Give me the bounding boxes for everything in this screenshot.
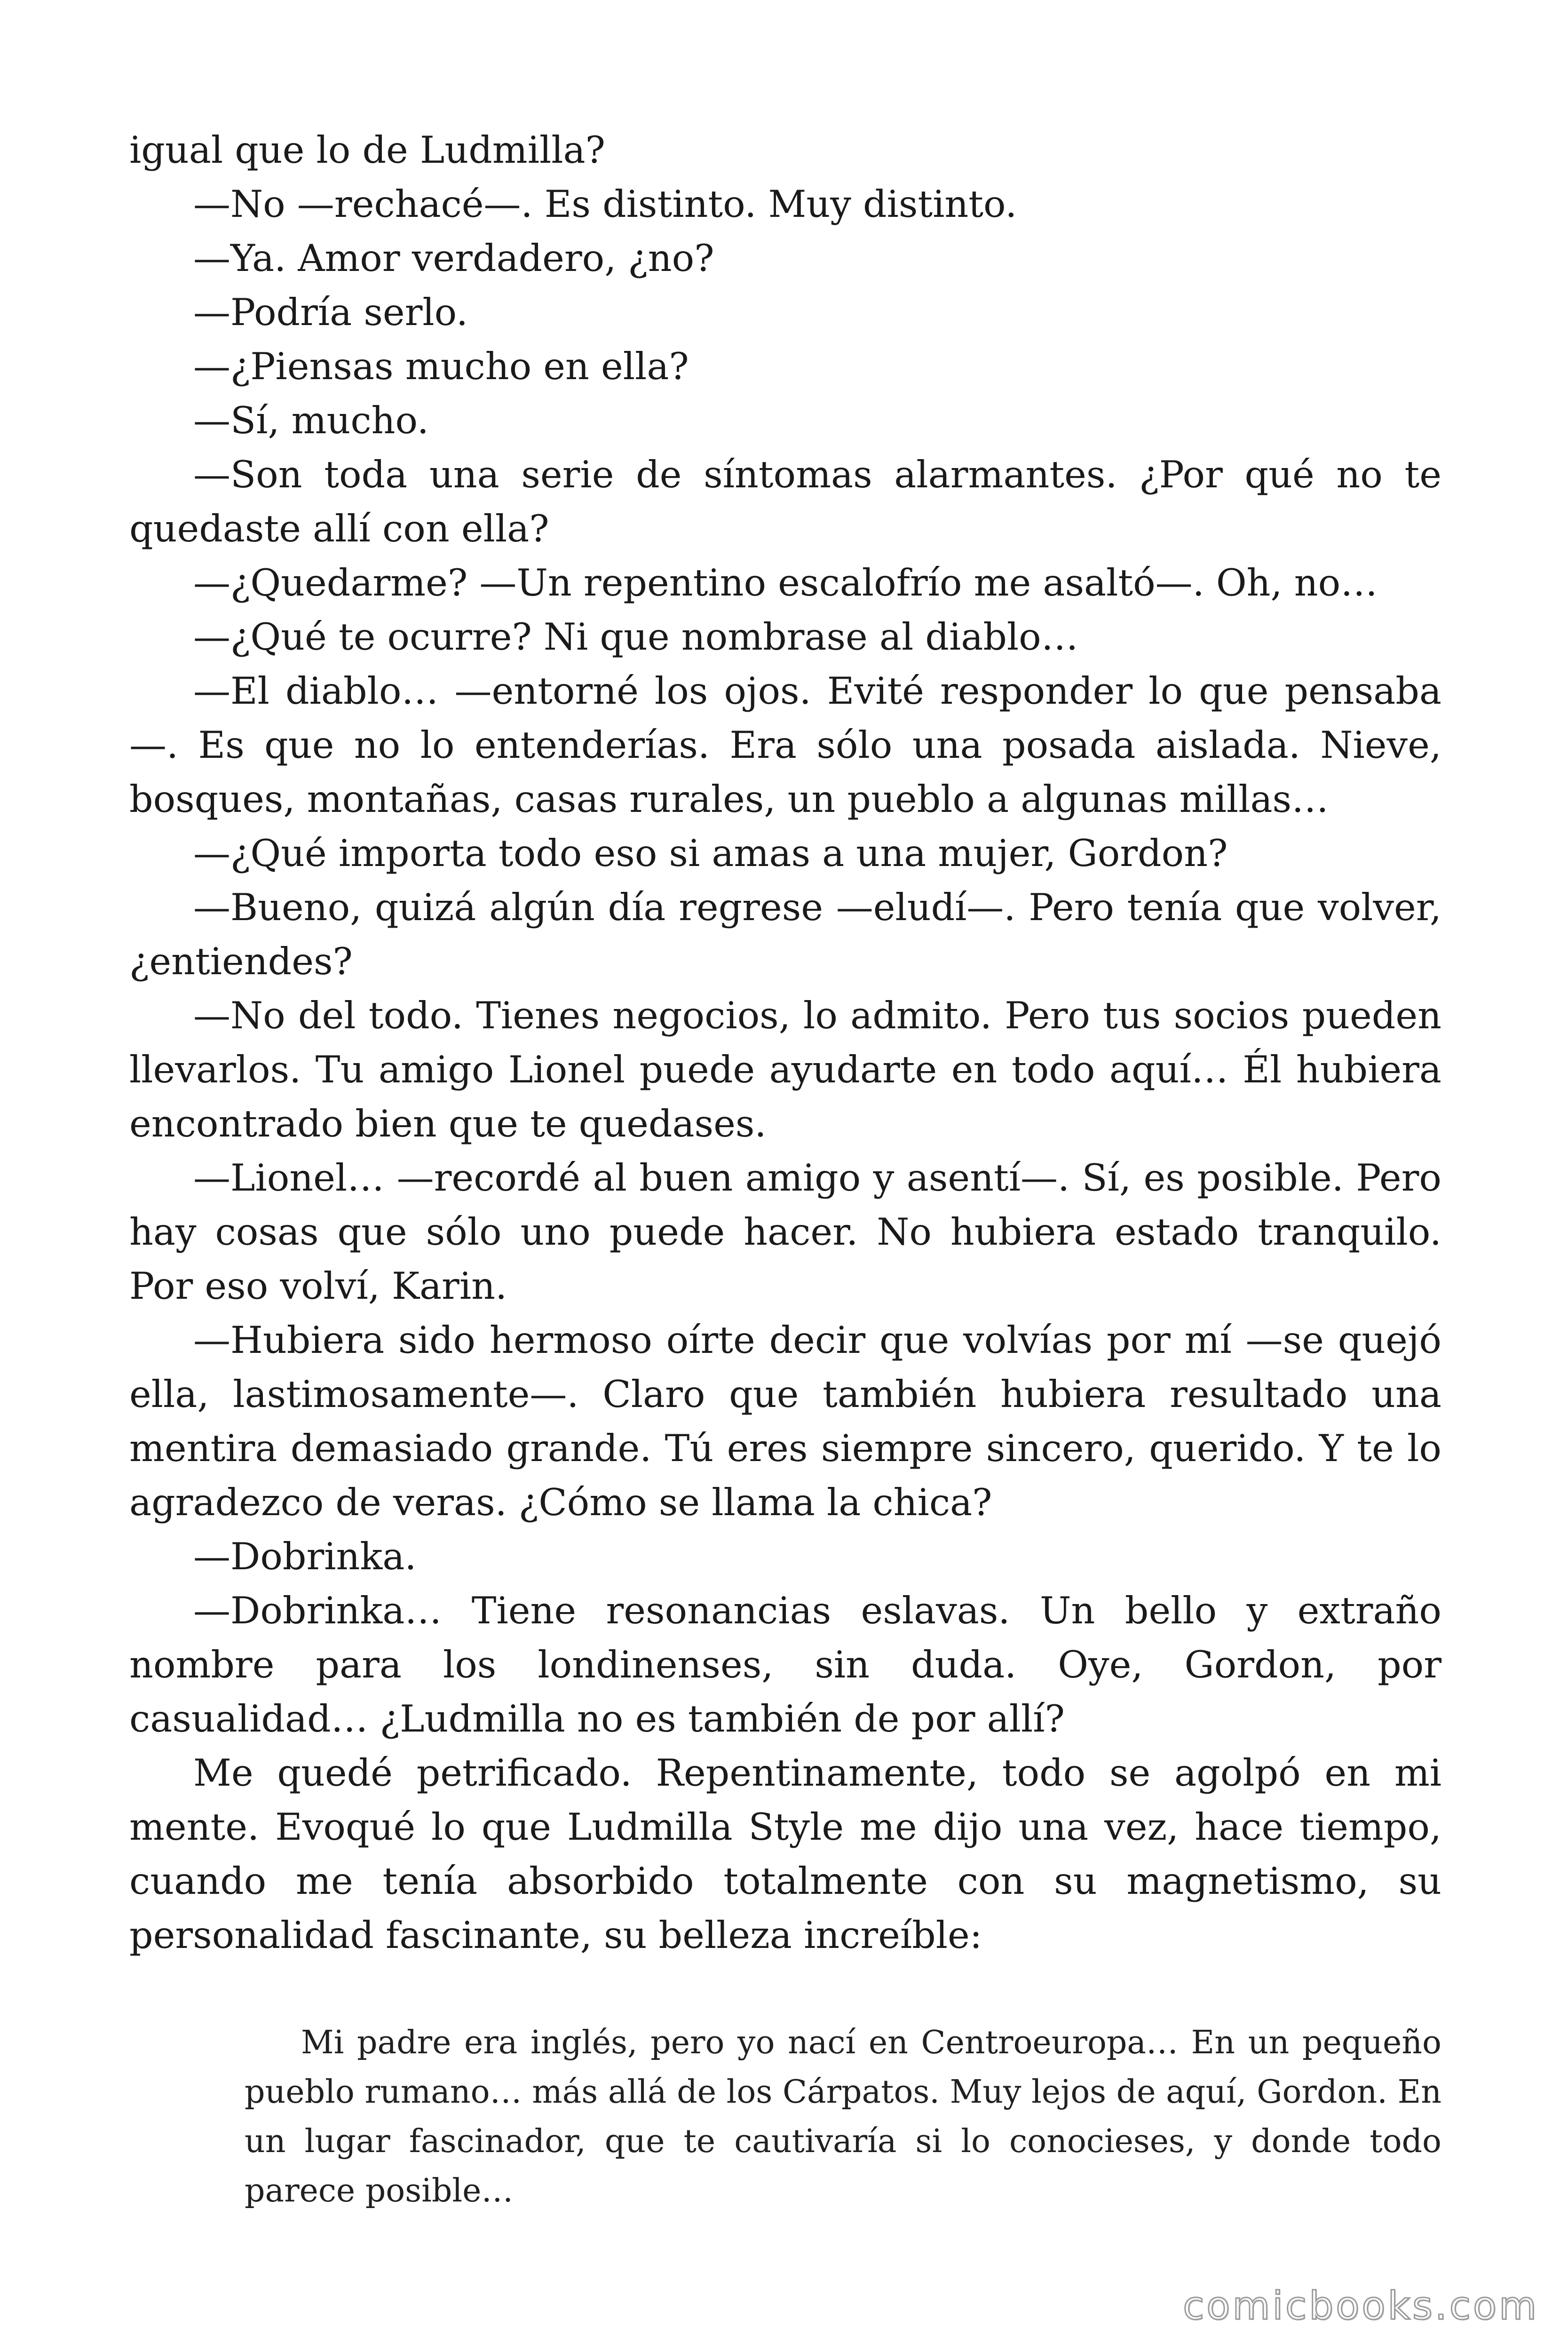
paragraph: —¿Piensas mucho en ella? [193, 345, 689, 388]
paragraph: —Ya. Amor verdadero, ¿no? [193, 237, 714, 280]
paragraph: —Sí, mucho. [193, 399, 429, 442]
paragraph: igual que lo de Ludmilla? [129, 128, 605, 172]
paragraph: —No del todo. Tienes negocios, lo admito. Pero tus socios pueden llevarlos. Tu amigo Lionel puede ayudarte en todo aquí… Él hubiera encontrado bien que te quedases. [129, 994, 1441, 1145]
paragraph: Me quedé petrificado. Repentinamente, todo se agolpó en mi mente. Evoqué lo que Ludmilla Style me dijo una vez, hace tiempo, cuando me tenía absorbido totalmente con su magnetismo, su personalidad fascinante, su belleza increíble: [129, 1751, 1441, 1957]
main-text [129, 123, 1441, 1963]
paragraph: —¿Qué importa todo eso si amas a una mujer, Gordon? [193, 832, 1228, 875]
paragraph: —Lionel… —recordé al buen amigo y asentí—. Sí, es posible. Pero hay cosas que sólo uno puede hacer. No hubiera estado tranquilo. Por eso volví, Karin. [129, 1156, 1441, 1308]
paragraph: —Dobrinka… Tiene resonancias eslavas. Un bello y extraño nombre para los londinenses, sin duda. Oye, Gordon, por casualidad… ¿Ludmilla no es también de por allí? [129, 1589, 1441, 1740]
paragraph: —Podría serlo. [193, 291, 468, 334]
paragraph: —¿Quedarme? —Un repentino escalofrío me asaltó—. Oh, no… [193, 561, 1378, 604]
page-body [129, 123, 1441, 1963]
watermark: comicbooks.com [1183, 2284, 1539, 2328]
paragraph: —Bueno, quizá algún día regrese —eludí—. Pero tenía que volver, ¿entiendes? [129, 886, 1441, 983]
paragraph: —Dobrinka. [193, 1535, 417, 1578]
paragraph: —¿Qué te ocurre? Ni que nombrase al diablo… [193, 615, 1078, 659]
paragraph: —El diablo… —entorné los ojos. Evité responder lo que pensaba —. Es que no lo entenderías. Era sólo una posada aislada. Nieve, bosques, montañas, casas rurales, un pueblo a algunas millas… [129, 669, 1441, 821]
paragraph: —Son toda una serie de síntomas alarmantes. ¿Por qué no te quedaste allí con ella? [129, 453, 1441, 550]
block-quote [245, 2018, 1441, 2216]
paragraph: —No —rechacé—. Es distinto. Muy distinto. [193, 183, 1017, 226]
paragraph: —Hubiera sido hermoso oírte decir que volvías por mí —se quejó ella, lastimosamente—. Claro que también hubiera resultado una mentira demasiado grande. Tú eres siempre sincero, querido. Y te lo agradezco de veras. ¿Cómo se llama la chica? [129, 1319, 1441, 1524]
quote-text: Mi padre era inglés, pero yo nací en Centroeuropa… En un pequeño pueblo rumano… más allá de los Cárpatos. Muy lejos de aquí, Gordon. En un lugar fascinador, que te cautivaría si lo conocieses, y donde todo parece posible… [245, 2024, 1441, 2209]
